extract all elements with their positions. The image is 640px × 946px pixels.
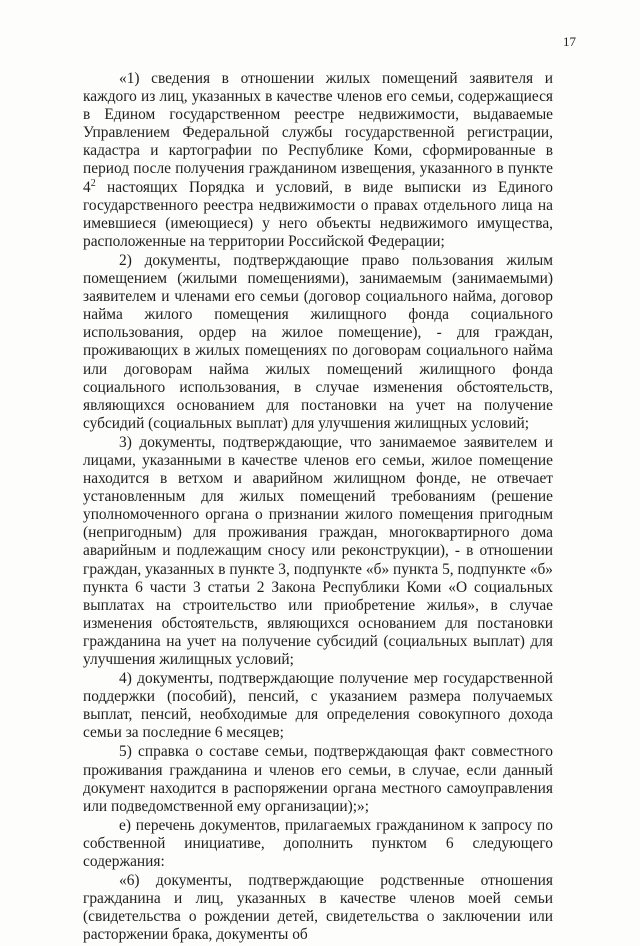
paragraph-item-6: е) перечень документов, прилагаемых гражданином к запросу по собственной инициативе, дополнить пунктом 6 следующего содержания: [83, 816, 553, 871]
page-number: 17 [563, 34, 576, 49]
superscript: 2 [90, 177, 96, 189]
paragraph-text-continued: настоящих Порядка и условий, в виде выписки из Единого государственного реестра недвижимости о правах отдельного лица на имевшиеся (имеющиеся) у него объекты недвижимого имущества, расположенные на территории Российской Федерации; [83, 178, 553, 250]
paragraph-item-4: 4) документы, подтверждающие получение мер государственной поддержки (пособий), пенсий, с указанием размера получаемых выплат, пенсий, необходимые для определения совокупного дохода семьи за последние 6 месяцев; [83, 670, 553, 742]
paragraph-item-7: «6) документы, подтверждающие родственные отношения гражданина и лиц, указанных в качестве членов моей семьи (свидетельства о рождении детей, свидетельства о заключении или расторжении брака, документы об [83, 872, 553, 944]
document-body [83, 70, 553, 946]
paragraph-item-3: 3) документы, подтверждающие, что занимаемое заявителем и лицами, указанными в качестве членов его семьи, жилое помещение находится в ветхом и аварийном жилищном фонде, не отвечает установленным для жилых помещений требованиям (решение уполномоченного органа о признании жилого помещения пригодным (непригодным) для проживания граждан, многоквартирного дома аварийным и подлежащим сносу или реконструкции), - в отношении граждан, указанных в пункте 3, подпункте «б» пункта 5, подпункте «б» пункта 6 части 3 статьи 2 Закона Республики Коми «О социальных выплатах на строительство или приобретение жилья», в случае изменения обстоятельств, являющихся основанием для постановки гражданина на учет на получение субсидий (социальных выплат) для улучшения жилищных условий; [83, 433, 553, 668]
paragraph-text: «1) сведения в отношении жилых помещений заявителя и каждого из лиц, указанных в качестве членов его семьи, содержащиеся в Едином государственном реестре недвижимости, выдаваемые Управлением Федеральной службы государственной регистрации, кадастра и картографии по Республике Коми, сформированные в период после получения гражданином извещения, указанного в пункте 4 [83, 70, 553, 196]
paragraph-item-5: 5) справка о составе семьи, подтверждающая факт совместного проживания гражданина и членов его семьи, в случае, если данный документ находится в распоряжении органа местного самоуправления или подведомственной ему организации);»; [83, 743, 553, 815]
paragraph-item-1 [83, 70, 553, 251]
paragraph-item-2: 2) документы, подтверждающие право пользования жилым помещением (жилыми помещениями), занимаемым (занимаемыми) заявителем и членами его семьи (договор социального найма, договор найма жилого помещения жилищного фонда социального использования, ордер на жилое помещение), - для граждан, проживающих в жилых помещениях по договорам социального найма или договорам найма жилых помещений жилищного фонда социального использования, в случае изменения обстоятельств, являющихся основанием для постановки на учет на получение субсидий (социальных выплат) для улучшения жилищных условий; [83, 251, 553, 432]
